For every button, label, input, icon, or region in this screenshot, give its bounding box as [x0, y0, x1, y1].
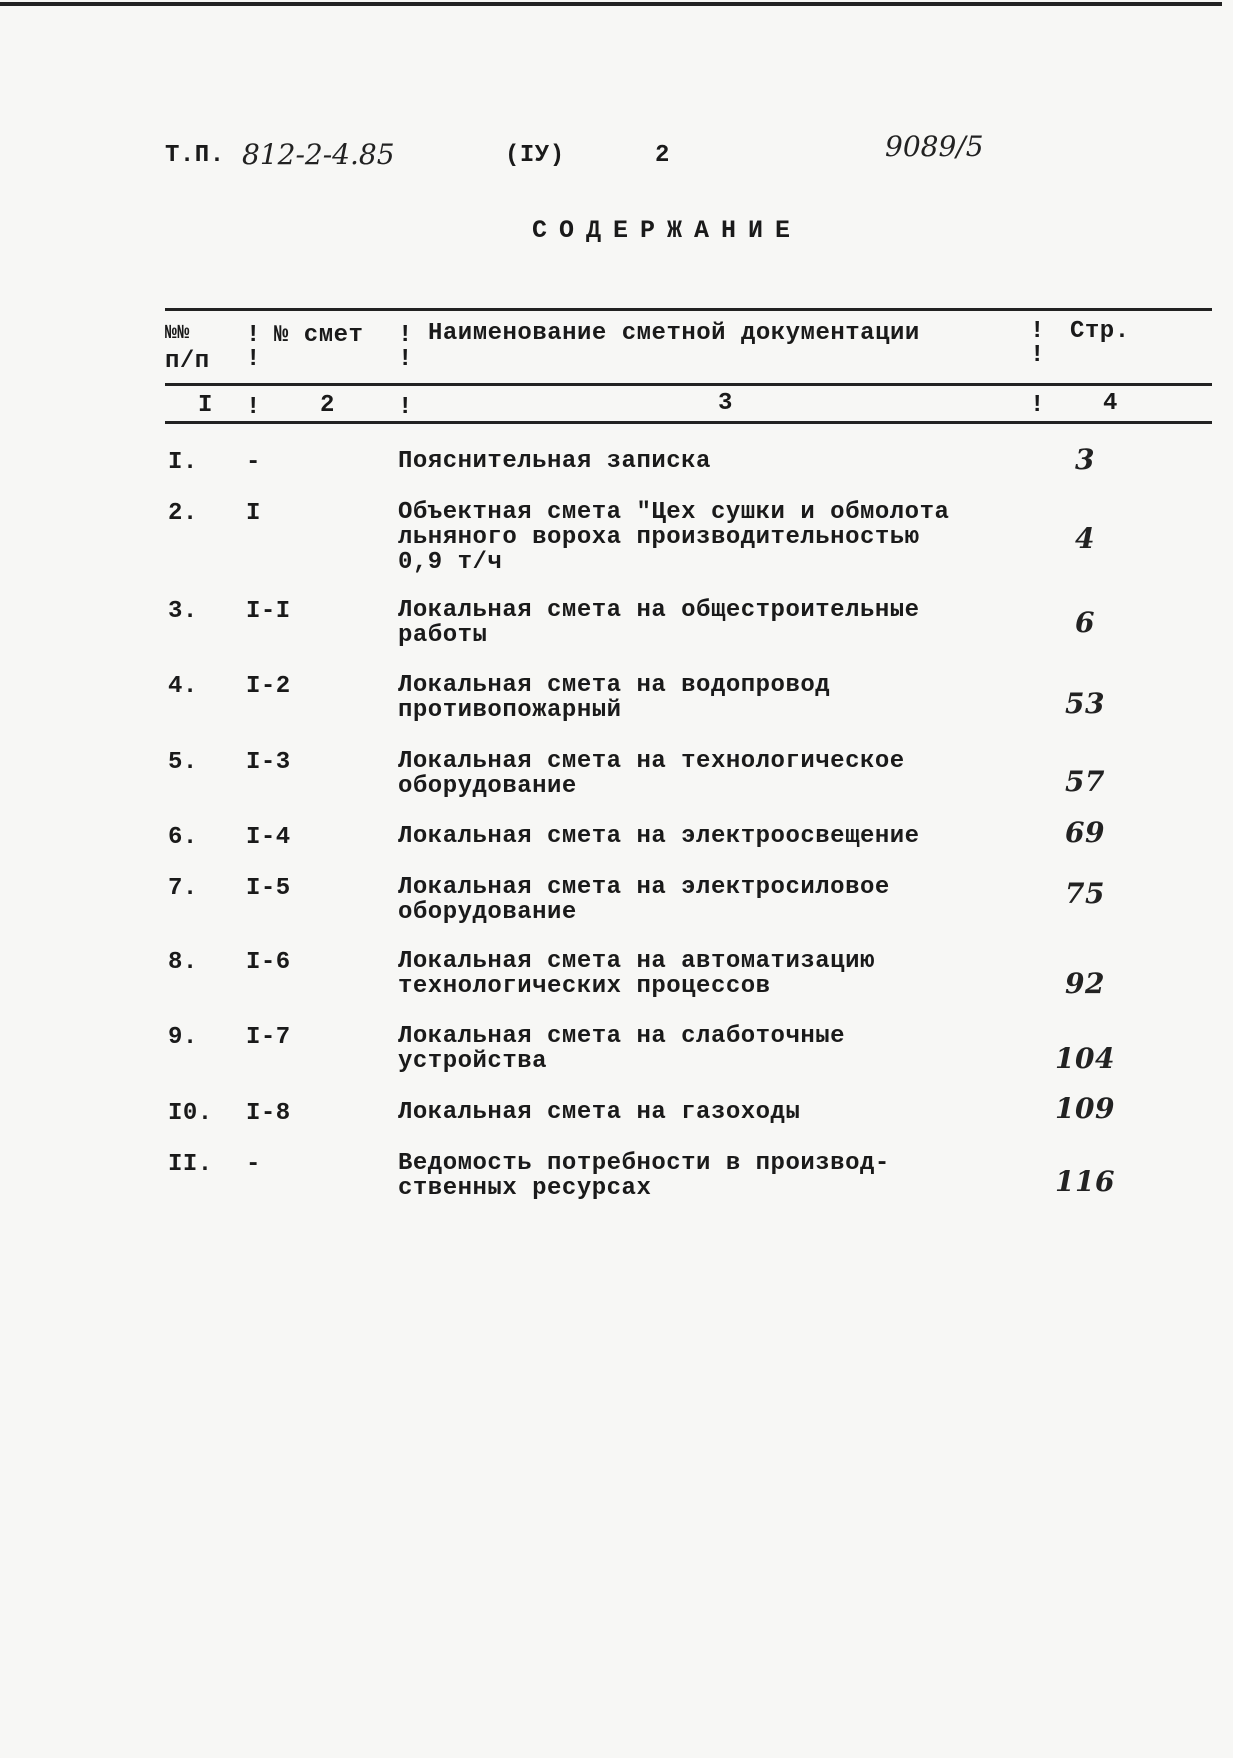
- project-number: 812-2-4.85: [242, 138, 395, 171]
- row-number: 9.: [168, 1024, 198, 1051]
- document-name: Объектная смета "Цех сушки и обмолота льняного вороха производительностью 0,9 т/ч: [398, 499, 950, 576]
- document-name: Ведомость потребности в производ- ственных ресурсах: [398, 1150, 890, 1202]
- document-name: Локальная смета на общестроительные работы: [398, 597, 920, 649]
- estimate-code: -: [246, 449, 261, 476]
- column-separator: !: [246, 394, 261, 421]
- header-prefix: Т.П.: [165, 142, 225, 169]
- column-separator: !: [246, 322, 261, 349]
- column-separator: !: [1030, 318, 1045, 345]
- page-reference: 69: [1065, 816, 1105, 849]
- page-title: СОДЕРЖАНИЕ: [532, 216, 803, 245]
- page-reference: 3: [1075, 443, 1095, 476]
- col-index-1: I: [198, 392, 213, 419]
- page-reference: 53: [1065, 687, 1105, 720]
- page-reference: 92: [1065, 967, 1105, 1000]
- table-index-rule: [165, 421, 1212, 424]
- document-name: Локальная смета на водопровод противопожарный: [398, 672, 831, 724]
- estimate-code: I-I: [246, 598, 291, 625]
- estimate-code: I-2: [246, 673, 291, 700]
- col-header-name: Наименование сметной документации: [428, 320, 920, 347]
- estimate-code: I-5: [246, 875, 291, 902]
- row-number: 7.: [168, 875, 198, 902]
- row-number: 5.: [168, 749, 198, 776]
- document-name: Локальная смета на автоматизацию технологических процессов: [398, 948, 875, 1000]
- estimate-code: I-6: [246, 949, 291, 976]
- column-separator: !: [398, 394, 413, 421]
- page-reference: 109: [1055, 1092, 1115, 1125]
- row-number: 3.: [168, 598, 198, 625]
- row-number: 4.: [168, 673, 198, 700]
- estimate-code: I-7: [246, 1024, 291, 1051]
- col-index-4: 4: [1103, 390, 1118, 417]
- row-number: I.: [168, 449, 198, 476]
- col-header-code: № смет: [274, 322, 364, 349]
- col-index-2: 2: [320, 392, 335, 419]
- column-separator: !: [398, 322, 413, 349]
- inventory-number: 9089/5: [885, 130, 984, 163]
- document-name: Локальная смета на электросиловое оборудование: [398, 874, 890, 926]
- page-reference: 104: [1055, 1042, 1115, 1075]
- table-header-rule: [165, 383, 1212, 386]
- col-index-3: 3: [718, 390, 733, 417]
- page-top-border: [0, 2, 1222, 6]
- column-separator: !: [1030, 392, 1045, 419]
- column-separator: !: [398, 346, 413, 373]
- col-header-number: №№: [165, 322, 191, 345]
- document-name: Локальная смета на технологическое оборудование: [398, 748, 905, 800]
- page-reference: 75: [1065, 877, 1105, 910]
- estimate-code: I: [246, 500, 261, 527]
- document-name: Локальная смета на газоходы: [398, 1099, 801, 1126]
- col-header-page-label: Стр.: [1070, 318, 1130, 345]
- column-separator: !: [246, 346, 261, 373]
- row-number: I0.: [168, 1100, 213, 1127]
- page-reference: 6: [1075, 606, 1095, 639]
- col-header-number-line2: п/п: [165, 348, 210, 375]
- page-reference: 4: [1075, 522, 1095, 555]
- page-number: 2: [655, 142, 670, 169]
- column-separator: !: [1030, 342, 1045, 369]
- estimate-code: -: [246, 1151, 261, 1178]
- row-number: 8.: [168, 949, 198, 976]
- estimate-code: I-8: [246, 1100, 291, 1127]
- document-name: Локальная смета на электроосвещение: [398, 823, 920, 850]
- estimate-code: I-3: [246, 749, 291, 776]
- row-number: 2.: [168, 500, 198, 527]
- volume-label: (IУ): [505, 142, 565, 169]
- row-number: 6.: [168, 824, 198, 851]
- table-top-rule: [165, 308, 1212, 311]
- row-number: II.: [168, 1151, 213, 1178]
- page-reference: 57: [1065, 765, 1105, 798]
- estimate-code: I-4: [246, 824, 291, 851]
- document-name: Локальная смета на слаботочные устройства: [398, 1023, 846, 1075]
- document-name: Пояснительная записка: [398, 448, 711, 475]
- page-reference: 116: [1055, 1165, 1115, 1198]
